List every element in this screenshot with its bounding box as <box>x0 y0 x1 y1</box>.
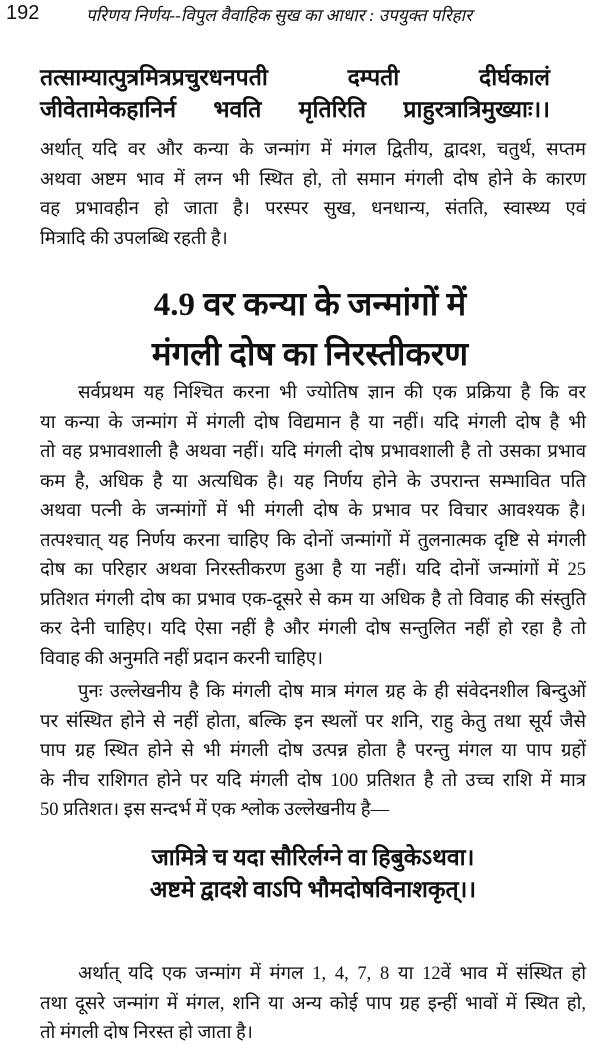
para2-line: कम है, अधिक है या अत्यधिक है। यह निर्णय होने के उपरान्त सम्भावित पति <box>40 471 586 492</box>
para1-line: अर्थात् यदि वर और कन्या के जन्मांग में मंगल द्वितीय, द्वादश, चतुर्थ, सप्तम <box>40 140 586 160</box>
para4-line: तो मंगली दोष निरस्त हो जाता है। <box>40 1023 253 1043</box>
paragraph-1 <box>40 136 586 254</box>
sanskrit-verse-2 <box>40 842 586 906</box>
heading-line: 4.9 वर कन्या के जन्मांगों में <box>153 287 467 323</box>
page-number: 192 <box>6 2 40 24</box>
para4-line: तथा दूसरे जन्मांग में मंगल, शनि या अन्य कोई पाप ग्रह इन्हीं भावों में स्थित हो, <box>40 993 586 1014</box>
para2-line: अथवा पत्नी के जन्मांगों में भी मंगली दोष के प्रभाव पर विचार आवश्यक है। <box>40 501 586 521</box>
para2-line: तो वह प्रभावशाली है अथवा नहीं। यदि मंगली दोष प्रभावशाली है तो उसका प्रभाव <box>40 442 586 462</box>
running-header <box>6 2 590 30</box>
sanskrit-verse-1 <box>40 62 550 126</box>
para3-line: के नीच राशिगत होने पर यदि मंगली दोष 100 प्रतिशत है तो उच्च राशि में मात्र <box>40 770 586 791</box>
para2-line: प्रतिशत मंगली दोष का प्रभाव एक-दूसरे से कम या अधिक है तो विवाह की संस्तुति <box>40 589 586 610</box>
shloka1-line: जीवेतामेकहानिर्न भवति मृतिरिति प्राहुरत्रात्रिमुख्याः।। <box>40 97 550 122</box>
para3-line: पर संस्थित होने से नहीं होता, बल्कि इन स्थलों पर शनि, राहु केतु तथा सूर्य जैसे <box>40 711 586 732</box>
shloka1-line: तत्साम्यात्पुत्रमित्रप्रचुरधनपती दम्पती दीर्घकालं <box>40 65 550 90</box>
para2-line: विवाह की अनुमति नहीं प्रदान करनी चाहिए। <box>40 648 324 669</box>
para2-line: सर्वप्रथम यह निश्चित करना भी ज्योतिष ज्ञान की एक प्रक्रिया है कि वर <box>78 383 586 403</box>
para2-line: या कन्या के जन्मांग में मंगली दोष विद्यमान है या नहीं। यदि मंगली दोष है भी <box>40 412 586 433</box>
paragraph-4 <box>40 960 586 1049</box>
shloka2-line: जामित्रे च यदा सौरिर्लग्ने वा हिबुकेऽथवा। <box>151 845 475 870</box>
paragraph-2 <box>40 379 586 674</box>
heading-line: मंगली दोष का निरस्तीकरण <box>151 337 469 373</box>
para2-line: दोष का परिहार अथवा निरस्तीकरण हुआ है या नहीं। यदि दोनों जन्मांगों में 25 <box>40 560 586 580</box>
para3-line: पाप ग्रह स्थित होने से भी मंगली दोष उत्पन्न होता है परन्तु मंगल या पाप ग्रहों <box>40 741 586 761</box>
para1-line: अथवा अष्टम भाव में लग्न भी स्थित हो, तो समान मंगली दोष होने के कारण <box>40 169 586 190</box>
para2-line: कर देनी चाहिए। यदि ऐसा नहीं है और मंगली दोष सन्तुलित नहीं हो रहा है तो <box>40 619 586 639</box>
para2-line: तत्पश्चात् यह निर्णय करना चाहिए कि दोनों जन्मांगों में तुलनात्मक दृष्टि से मंगली <box>40 530 586 551</box>
para4-line: अर्थात् यदि एक जन्मांग में मंगल 1, 4, 7, 8 या 12वें भाव में संस्थित हो <box>78 964 586 984</box>
paragraph-3 <box>40 678 586 826</box>
running-title: परिणय निर्णय--विपुल वैवाहिक सुख का आधार : उपयुक्त परिहार <box>86 6 473 25</box>
para1-line: वह प्रभावहीन हो जाता है। परस्पर सुख, धनधान्य, संतति, स्वास्थ्य एवं <box>40 199 586 219</box>
para3-line: 50 प्रतिशत। इस सन्दर्भ में एक श्लोक उल्लेखनीय है— <box>40 800 390 820</box>
para1-line: मित्रादि की उपलब्धि रहती है। <box>40 228 228 249</box>
para3-line: पुनः उल्लेखनीय है कि मंगली दोष मात्र मंगल ग्रह के ही संवेदनशील बिन्दुओं <box>78 682 586 702</box>
shloka2-line: अष्टमे द्वादशे वाऽपि भौमदोषविनाशकृत्।। <box>149 877 477 902</box>
section-heading <box>60 280 560 380</box>
